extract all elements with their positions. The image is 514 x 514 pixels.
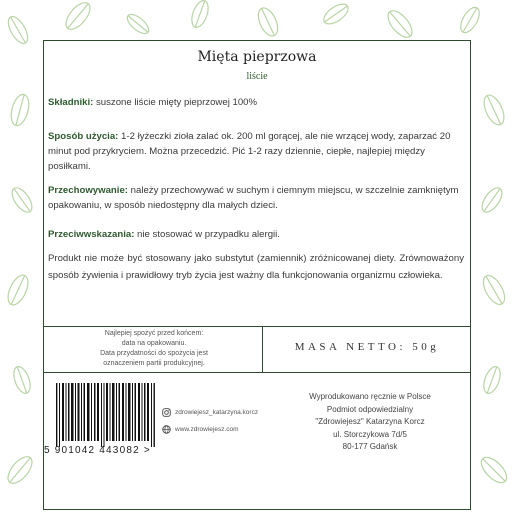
contraindications-label: Przeciwwskazania: (48, 229, 135, 240)
producer-line: "Zdrowiejesz" Katarzyna Korcz (315, 417, 425, 426)
product-subtitle: liście (246, 71, 268, 82)
ingredients-text: suszone liście mięty pieprzowej 100% (93, 97, 258, 108)
contact-website[interactable] (162, 425, 239, 434)
barcode-number: 5 901042 443082 > (44, 445, 151, 456)
best-before-line: Data przydatności do spożycia jest (100, 350, 208, 357)
divider (262, 326, 263, 372)
best-before-line: Najlepiej spożyć przed końcem: (104, 330, 204, 337)
producer-line: Wyprodukowano ręcznie w Polsce (309, 392, 431, 401)
usage-section (48, 129, 464, 174)
contact-text: www.zdrowiejesz.com (175, 426, 239, 433)
web-icon (162, 425, 171, 434)
ingredients-label: Składniki: (48, 97, 94, 108)
product-title: Mięta pieprzowa (197, 49, 317, 65)
divider (44, 372, 470, 373)
producer-line: Podmiot odpowiedzialny (326, 404, 414, 414)
storage-label: Przechowywanie: (48, 185, 128, 196)
label-frame (43, 40, 471, 510)
barcode (56, 383, 156, 447)
storage-section (48, 183, 464, 213)
disclaimer-text: Produkt nie może być stosowany jako substytut (zamiennik) zróżnicowanej diety. Zrównoważony sposób żywienia i prawidłowy tryb życia jest ważny dla funkcjonowania organizmu człowieka. (48, 253, 464, 281)
contact-instagram[interactable] (162, 408, 258, 417)
storage-text: należy przechowywać w suchym i ciemnym miejscu, w szczelnie zamkniętym opakowaniu, w sposób niedostępny dla małych dzieci. (48, 185, 459, 211)
producer-line: ul. Storczykowa 7d/5 (333, 429, 407, 439)
contraindications-section (48, 227, 464, 242)
best-before-line: data na opakowaniu. (121, 340, 187, 347)
producer-info (274, 391, 466, 454)
contraindications-text: nie stosować w przypadku alergii. (134, 229, 280, 240)
producer-line: 80-177 Gdańsk (342, 442, 398, 451)
best-before-box (48, 329, 260, 369)
usage-text: 1-2 łyżeczki zioła zalać ok. 200 ml gorącej, ale nie wrzącej wody, zaparzać 20 minut pod przykryciem. Można przecedzić. Pić 1-2 razy dziennie, ciepłe, najlepiej między posiłkami. (48, 131, 451, 172)
divider (44, 326, 470, 327)
contact-text: zdrowiejesz_katarzyna.korcz (175, 409, 259, 416)
usage-label: Sposób użycia: (48, 131, 119, 142)
instagram-icon (162, 408, 171, 417)
best-before-line: oznaczeniem partii produkcyjnej. (103, 360, 205, 367)
ingredients-section (48, 95, 464, 110)
net-mass: MASA NETTO: 50g (294, 341, 440, 353)
